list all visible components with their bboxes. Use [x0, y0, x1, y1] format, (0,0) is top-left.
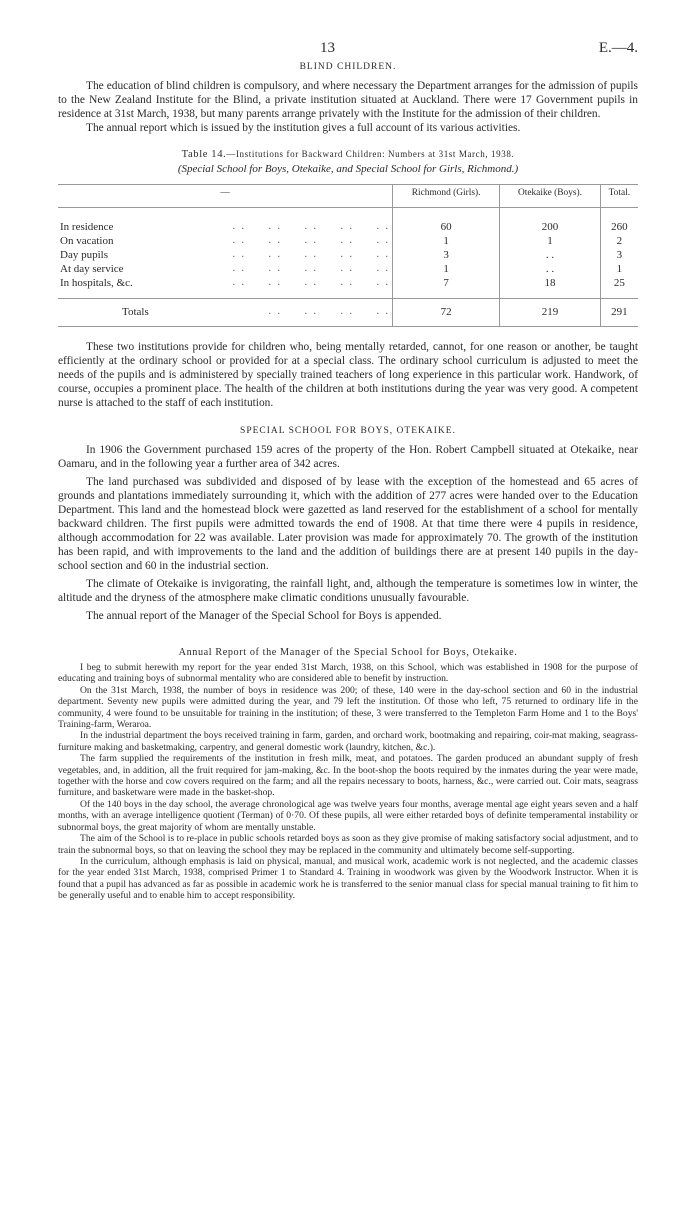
- row-label-cell: [58, 220, 393, 234]
- table-subcaption: (Special School for Boys, Otekaike, and Special School for Girls, Richmond.): [177, 163, 519, 175]
- cell-richmond: 1: [393, 234, 500, 248]
- table-row: [58, 262, 638, 276]
- cell-total: 260: [600, 220, 638, 234]
- row-label-cell: [58, 248, 393, 262]
- otekaike-paragraph: The land purchased was subdivided and disposed of by lease with the exception of the homestead and 65 acres of grounds and plantations immediately surrounding it, which with the addition of 277 acres were handed over to the Education Department. This land and the homestead block were gazetted as land reserved for the establishment of a school for mentally backward children. The first pupils were admitted towards the end of 1908. At that time there were 4 pupils in residence, although accommodation for 22 was available. Later provision was made for approximately 70. The growth of the institution has been rapid, and with improvements to the land and the addition of buildings there are at present 140 pupils in the day-school section and 60 in the industrial section.: [58, 476, 638, 572]
- table-caption-main: —Institutions for Backward Children: Numbers at 31st March, 1938.: [226, 149, 515, 159]
- column-header-blank: —: [220, 188, 230, 198]
- cell-total: 3: [600, 248, 638, 262]
- row-label: Totals: [122, 306, 149, 318]
- report-paragraph: In the industrial department the boys received training in farm, garden, and orchard work, bootmaking and repairing, coir-mat making, seagrass-furniture making and basketmaking, carpentry, and general domestic work (laundry, kitchen, &c.).: [58, 730, 638, 753]
- cell-otekaike: . .: [500, 248, 600, 262]
- blind-paragraph: The education of blind children is compulsory, and where necessary the Department arranges for the admission of pupils to the New Zealand Institute for the Blind, a private institution situated at Auckland. There were 17 Government pupils in residence at 31st March, 1938, but many parents arrange privately with the Institute for the admission of their children.: [58, 80, 638, 120]
- row-label-cell: [58, 262, 393, 276]
- cell-richmond: 60: [393, 220, 500, 234]
- column-header-otekaike: Otekaike (Boys).: [500, 185, 600, 208]
- row-label: On vacation: [60, 235, 114, 247]
- cell-richmond: 72: [393, 299, 500, 327]
- report-paragraph: On the 31st March, 1938, the number of boys in residence was 200; of these, 140 were in the day-school section and 60 in the industrial department. Seventy new pupils were admitted during the year, and 79 left the institution. Of those who left, 75 returned to ordinary life in the community, 4 were found to be unsuitable for training in the institution; of these, 3 were transferred to the Templeton Farm Home and 1 to the Boys' Training-farm, Weraroa.: [58, 684, 638, 731]
- table-row: [58, 220, 638, 234]
- table-header-row: [58, 185, 638, 208]
- row-label-cell: [58, 276, 393, 290]
- otekaike-paragraph: The annual report of the Manager of the Special School for Boys is appended.: [86, 610, 442, 622]
- report-paragraph: Of the 140 boys in the day school, the average chronological age was twelve years four months, average mental age eight years seven and a half months, with an average intelligence quotient (Terman) of 0·70. Of these pupils, all were either retarded boys of definite temperamental instability or subnormal boys, the great majority of whom are mentally unstable.: [58, 798, 638, 833]
- otekaike-heading: SPECIAL SCHOOL FOR BOYS, OTEKAIKE.: [240, 426, 456, 436]
- cell-richmond: 3: [393, 248, 500, 262]
- report-paragraph: In the curriculum, although emphasis is laid on physical, manual, and musical work, academic work is not neglected, and the academic classes for the year ended 31st March, 1938, comprised Primer 1 to Standard 4. Training in woodwork was given by the Woodwork Instructor. When it is found that a pupil has advanced as far as possible in academic work he is transferred to the senior manual class for special manual training to fit him to be generally useful and to enable him to accept responsibility.: [58, 855, 638, 902]
- cell-otekaike: . .: [500, 262, 600, 276]
- leader-dots: . . . . . . . . . .: [232, 277, 390, 288]
- annual-report-section: [58, 647, 638, 902]
- row-label: In hospitals, &c.: [60, 277, 133, 289]
- row-label-cell: [58, 299, 393, 327]
- table-caption: [58, 149, 638, 160]
- annual-report-title: Annual Report of the Manager of the Special School for Boys, Otekaike.: [178, 647, 518, 658]
- backward-children-table: [58, 184, 638, 327]
- cell-total: 1: [600, 262, 638, 276]
- leader-dots: . . . . . . . . . .: [232, 263, 390, 274]
- row-label: Day pupils: [60, 249, 108, 261]
- table-caption-prefix: Table 14.: [181, 149, 227, 160]
- blind-children-section: [58, 62, 638, 135]
- cell-otekaike: 18: [500, 276, 600, 290]
- cell-otekaike: 200: [500, 220, 600, 234]
- table-row: [58, 234, 638, 248]
- table-totals-row: [58, 299, 638, 327]
- report-paragraph: The aim of the School is to re-place in public schools retarded boys as soon as they give promise of making satisfactory social adjustment, and to train the subnormal boys, so that on leaving the school they may be replaced in the community and ultimately become self-supporting.: [58, 833, 638, 856]
- cell-total: 2: [600, 234, 638, 248]
- otekaike-paragraph: The climate of Otekaike is invigorating, the rainfall light, and, although the temperature is sometimes low in winter, the altitude and the dryness of the atmosphere make climatic conditions unusually favourable.: [58, 578, 638, 604]
- blind-children-heading: BLIND CHILDREN.: [299, 62, 397, 72]
- cell-richmond: 1: [393, 262, 500, 276]
- cell-otekaike: 1: [500, 234, 600, 248]
- cell-otekaike: 219: [500, 299, 600, 327]
- leader-dots: . . . . . . . .: [268, 306, 390, 317]
- column-header-richmond: Richmond (Girls).: [393, 185, 500, 208]
- institutions-paragraph: These two institutions provide for children who, being mentally retarded, cannot, for one reason or another, be taught efficiently at the ordinary school or provided for at a special class. The ordinary school curriculum is adjusted to meet the needs of the pupils and is administered by specially trained teachers of long experience in this particular work. Handwork, of course, occupies a prominent place. The health of the children at both institutions during the year was very good. A competent nurse is attached to the staff of each institution.: [58, 341, 638, 409]
- row-label: In residence: [60, 221, 114, 233]
- page-header: [58, 40, 638, 62]
- leader-dots: . . . . . . . . . .: [232, 249, 390, 260]
- table-row: [58, 276, 638, 290]
- cell-total: 291: [600, 299, 638, 327]
- document-reference: E.—4.: [598, 40, 638, 56]
- column-header-total: Total.: [600, 185, 638, 208]
- row-label-cell: [58, 234, 393, 248]
- report-paragraph: I beg to submit herewith my report for the year ended 31st March, 1938, on this School, which was established in 1908 for the purpose of educating and training boys of subnormal mentality who are considered able to benefit by instruction.: [58, 662, 638, 685]
- otekaike-section: [58, 426, 638, 623]
- cell-total: 25: [600, 276, 638, 290]
- leader-dots: . . . . . . . . . .: [232, 221, 390, 232]
- report-paragraph: The farm supplied the requirements of the institution in fresh milk, meat, and potatoes. The garden produced an abundant supply of fresh vegetables, and, in addition, all the fruit required for jam-making, &c. In the boot-shop the boots required by the inmates during the year were made, together with the horse and cow covers required on the farm; and all the repairs necessary to boots, harness, &c., were carried out. Coir mats, seagrass furniture, and basketware were made in the basket-shop.: [58, 753, 638, 799]
- table-row: [58, 248, 638, 262]
- cell-richmond: 7: [393, 276, 500, 290]
- page-number: 13: [320, 40, 335, 56]
- blind-paragraph: The annual report which is issued by the institution gives a full account of its various activities.: [86, 122, 521, 134]
- leader-dots: . . . . . . . . . .: [232, 235, 390, 246]
- otekaike-paragraph: In 1906 the Government purchased 159 acres of the property of the Hon. Robert Campbell situated at Otekaike, near Oamaru, and in the following year a further area of 342 acres.: [58, 444, 638, 470]
- row-label: At day service: [60, 263, 124, 275]
- document-page: [58, 40, 638, 902]
